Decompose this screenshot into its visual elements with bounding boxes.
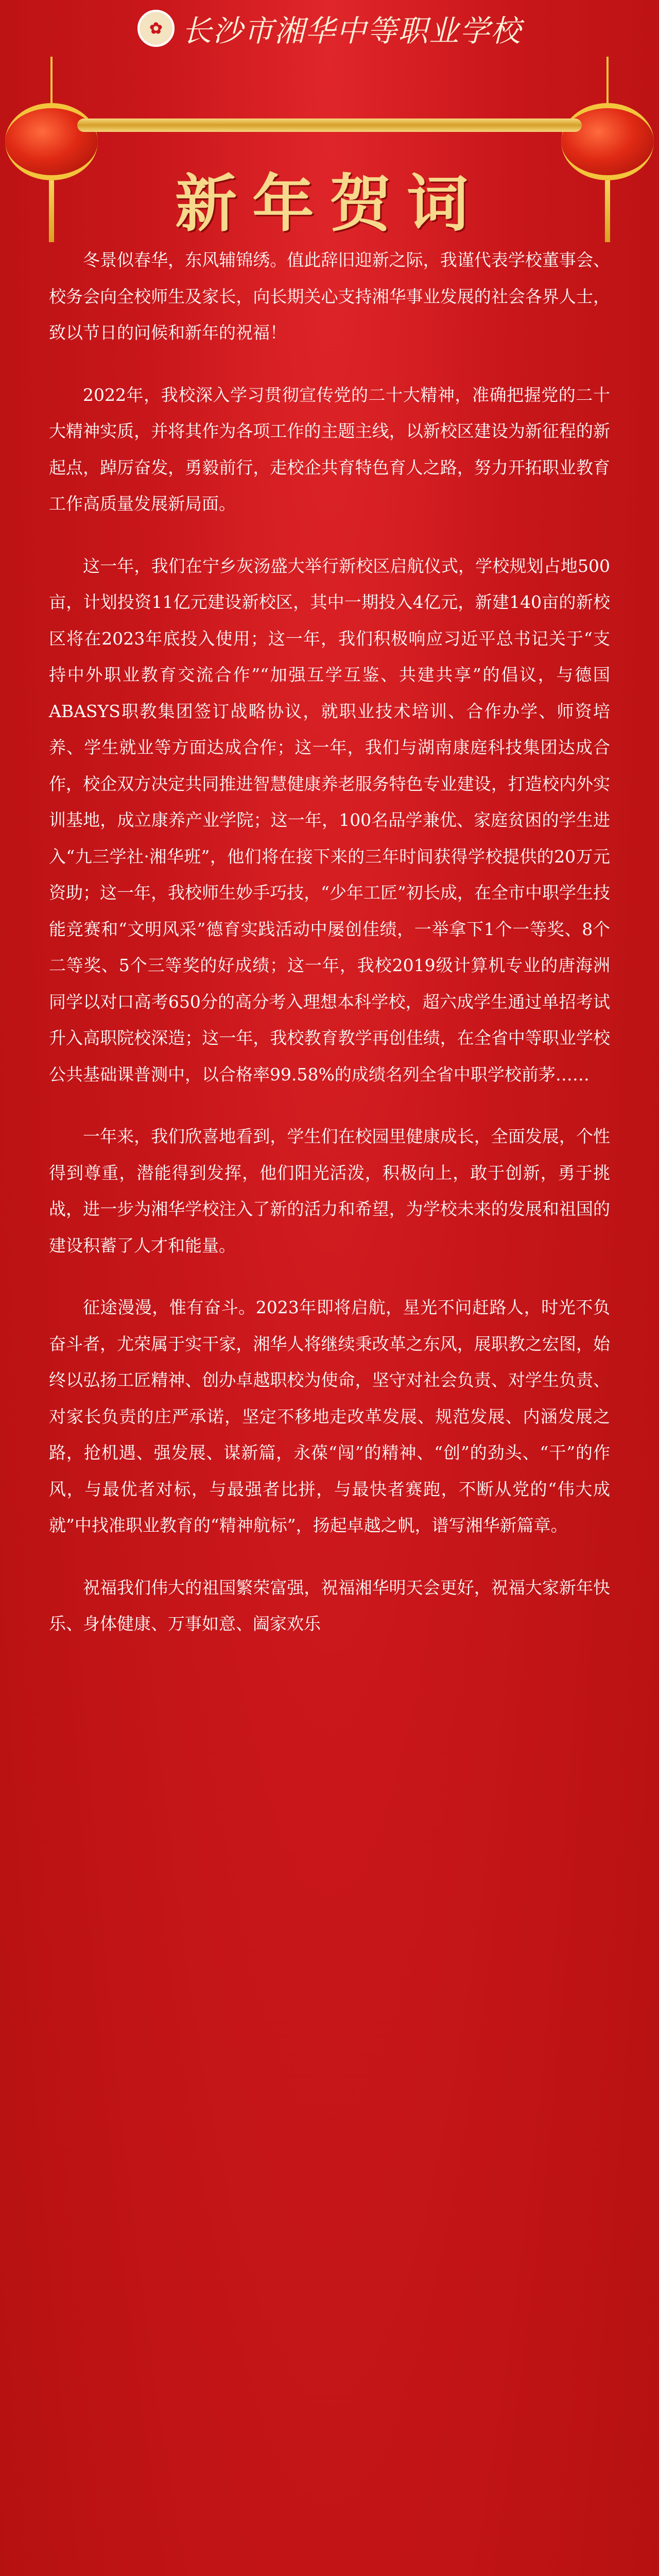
greeting-body [49, 242, 610, 1642]
school-name-header: 长沙市湘华中等职业学校 [181, 13, 522, 48]
scroll-rod-top [77, 118, 582, 132]
lantern-cord [606, 57, 609, 103]
paragraph-6: 祝福我们伟大的祖国繁荣富强，祝福湘华明天会更好，祝福大家新年快乐、身体健康、万事如意、阖家欢乐 [49, 1577, 610, 1634]
lantern-cord [50, 57, 53, 103]
paragraph-4: 一年来，我们欣喜地看到，学生们在校园里健康成长，全面发展，个性得到尊重，潜能得到发挥，他们阳光活泼，积极向上，敢于创新，勇于挑战，进一步为湘华学校注入了新的活力和希望，为学校未来的发展和祖国的建设积蓄了人才和能量。 [49, 1126, 610, 1256]
paragraph-5: 征途漫漫，惟有奋斗。2023年即将启航，星光不问赶路人，时光不负奋斗者，尤荣属于实干家，湘华人将继续秉改革之东风，展职教之宏图，始终以弘扬工匠精神、创办卓越职校为使命，坚守对社会负责、对学生负责、对家长负责的庄严承诺，坚定不移地走改革发展、规范发展、内涵发展之路，抢机遇、强发展、谋新篇，永葆“闯”的精神、“创”的劲头、“干”的作风，与最优者对标，与最强者比拼，与最快者赛跑，不断从党的“伟大成就”中找准职业教育的“精神航标”，扬起卓越之帆，谱写湘华新篇章。 [49, 1297, 610, 1535]
paragraph-3: 这一年，我们在宁乡灰汤盛大举行新校区启航仪式，学校规划占地500亩，计划投资11亿元建设新校区，其中一期投入4亿元，新建140亩的新校区将在2023年底投入使用；这一年，我们积极响应习近平总书记关于“支持中外职业教育交流合作”“加强互学互鉴、共建共享”的倡议，与德国ABASYS职教集团签订战略协议，就职业技术培训、合作办学、师资培养、学生就业等方面达成合作；这一年，我们与湖南康庭科技集团达成合作，校企双方决定共同推进智慧健康养老服务特色专业建设，打造校内外实训基地，成立康养产业学院；这一年，100名品学兼优、家庭贫困的学生进入“九三学社·湘华班”，他们将在接下来的三年时间获得学校提供的20万元资助；这一年，我校师生妙手巧技，“少年工匠”初长成，在全市中职学生技能竞赛和“文明风采”德育实践活动中屡创佳绩，一举拿下1个一等奖、8个二等奖、5个三等奖的好成绩；这一年，我校2019级计算机专业的唐海洲同学以对口高考650分的高分考入理想本科学校，超六成学生通过单招考试升入高职院校深造；这一年，我校教育教学再创佳绩，在全省中等职业学校公共基础课普测中，以合格率99.58%的成绩名列全省中职学校前茅…… [49, 555, 610, 1084]
page-title: 新年贺词 [175, 167, 484, 240]
header [0, 0, 659, 57]
school-logo-glyph: ✿ [149, 19, 163, 38]
paragraph-2: 2022年，我校深入学习贯彻宣传党的二十大精神，准确把握党的二十大精神实质，并将其作为各项工作的主题主线，以新校区建设为新征程的新起点，踔厉奋发，勇毅前行，走校企共育特色育人之路，努力开拓职业教育工作高质量发展新局面。 [49, 384, 610, 514]
paragraph-1: 冬景似春华，东风辅锦绣。值此辞旧迎新之际，我谨代表学校董事会、校务会向全校师生及家长，向长期关心支持湘华事业发展的社会各界人士，致以节日的问候和新年的祝福！ [49, 250, 610, 343]
school-logo [137, 10, 175, 47]
